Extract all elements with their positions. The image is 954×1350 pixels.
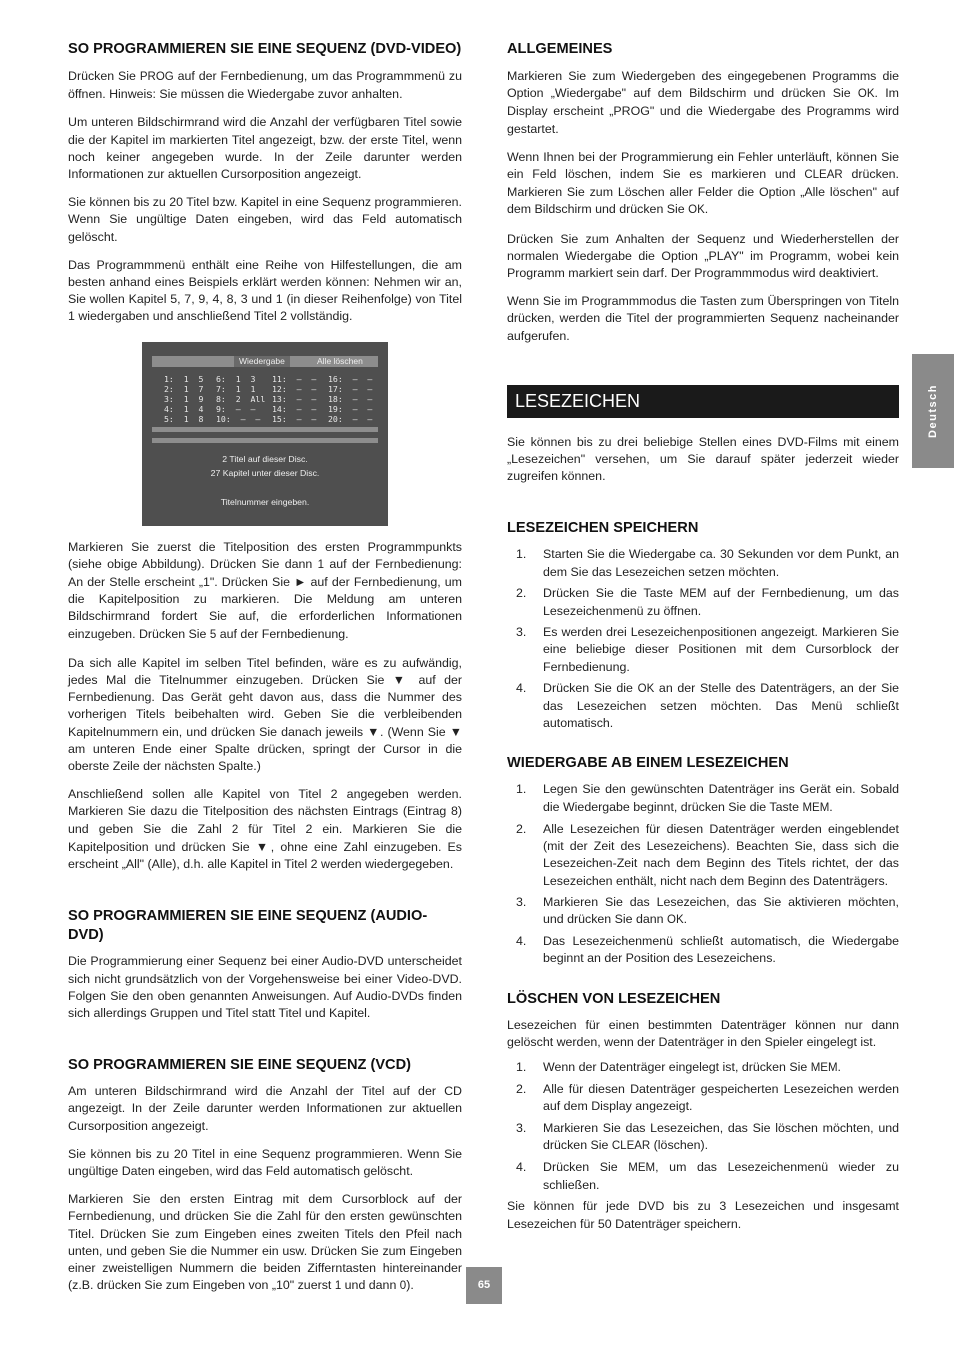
paragraph: Anschließend sollen alle Kapitel von Titel 2 angegeben werden. Markieren Sie dazu die Titelposition des nächsten Eintrags (Eintrag 8) und geben Sie die Zahl 2 für Titel 2 ein. Markieren Sie die Kapitelposition und drücken Sie ▼, ohne eine Zahl einzugeben. Es erscheint „All" (Alle), d.h. alle Kapitel in Titel 2 werden wiedergegeben. [68,787,462,872]
list-save-bookmarks [507,546,899,732]
grid-entry: 20: – – [328,414,373,425]
grid-column-2 [216,374,272,425]
paragraph: Um unteren Bildschirmrand wird die Anzahl der verfügbaren Titel sowie die der Kapitel im markierten Titel angezeigt, bzw. der erste Titel, wenn noch keiner angegeben wurde. In der Zeile darunter werden Informationen zur aktuellen Cursorposition angezeigt. [68,115,462,182]
list-item: 4. Das Lesezeichenmenü schließt automatisch, die Wiedergabe beginnt an der Position des Lesezeichens. [516,934,899,966]
program-menu-screenshot [142,342,388,526]
language-side-tab [912,354,954,468]
screen-prompt: Titelnummer eingeben. [220,496,310,507]
grid-entry: 6: 1 3 [216,373,256,384]
list-delete-bookmarks [507,1059,899,1194]
paragraph: Die Programmierung einer Sequenz bei einer Audio-DVD unterscheidet sich nicht grundsätzlich von der Vorgehensweise bei einer Video-DVD. Folgen Sie den oben genannten Anweisungen. Auf Audio-DVDs finden sich allerdings Gruppen und Titel statt Titel und Kapitel. [68,954,462,1020]
list-item: 4. Drücken Sie die OK an der Stelle des Datenträgers, an der Sie das Lesezeichen setzen möchten. Das Menü schließt automatisch. [516,680,899,731]
screen-chapter-count: 27 Kapitel unter dieser Disc. [210,467,320,478]
paragraph: Das Programmmenü enthält eine Reihe von Hilfestellungen, die am besten anhand eines Beispiels erklärt werden können: Nehmen wir an, Sie wollen Kapitel 5, 7, 9, 4, 8, 3 und 1 (in dieser Reihenfolge) von Titel 1 wiedergaben und anschließend Titel 2 vollständig. [68,257,462,324]
language-label: Deutsch [927,384,939,438]
grid-entry: 3: 1 9 [164,394,204,405]
paragraph: Markieren Sie zum Wiedergeben des eingegebenen Programms die Option „Wiedergabe" auf dem Bildschirm und drücken Sie OK. Im Display erscheint „PROG" und die Wiedergabe des Programms wird gestartet. [507,69,899,136]
grid-entry: 10: – – [216,414,261,425]
grid-entry: 17: – – [328,383,373,394]
heading-dvd-video: SO PROGRAMMIEREN SIE EINE SEQUENZ (DVD-VIDEO) [68,41,462,57]
grid-column-4 [328,374,384,425]
list-item: 1. Starten Sie die Wiedergabe ca. 30 Sekunden vor dem Punkt, an dem Sie das Lesezeichen setzen möchten. [516,547,899,579]
grid-column-1 [164,374,220,425]
section-banner-bookmarks: LESEZEICHEN [507,385,899,418]
list-item: 2. Alle Lesezeichen für diesen Datenträger werden eingeblendet (mit der Zeit des Lesezeichens). Beachten Sie, dass sich die Lesezeichen-Zeit nach dem Beginn des Titels richtet, der das Lesezeichen enthält, nicht nach dem Beginn des Datenträgers. [516,821,899,888]
screen-divider [152,427,378,432]
paragraph: Sie können bis zu 20 Titel in eine Sequenz programmieren. Wenn Sie ungültige Daten eingeben, wird das Feld automatisch gelöscht. [68,1146,462,1178]
paragraph: Sie können bis zu drei beliebige Stellen eines DVD-Films mit einem „Lesezeichen" versehen, um Sie darauf später jederzeit wieder zugreifen können. [507,434,899,484]
grid-entry: 9: – – [216,404,256,415]
screen-tab-clear-all: Alle löschen [317,355,363,366]
grid-entry: 11: – – [272,373,317,384]
key-prog: PROG [139,71,174,83]
grid-entry: 1: 1 5 [164,373,204,384]
paragraph: Markieren Sie den ersten Eintrag mit dem Cursorblock auf der Fernbedienung, und drücken Sie die Zahl für den ersten gewünschten Titel. Drücken Sie zum Eingeben eines zweiten Titels den Pfeil nach unten, und geben Sie die Nummer ein usw. Drücken Sie zum Eingeben einer zweistelligen Nummern die beiden Zifferntasten hintereinander (z.B. drücken Sie zum Eingeben von „10" zuerst 1 und dann 0). [68,1192,462,1293]
screen-title-count: 2 Titel auf dieser Disc. [222,453,308,464]
paragraph: Drücken Sie PROG auf der Fernbedienung, um das Programmmenü zu öffnen. Hinweis: Sie müssen die Wiedergabe zuvor anhalten. [68,69,463,102]
grid-entry: 4: 1 4 [164,404,204,415]
paragraph: Markieren Sie zuerst die Titelposition des ersten Programmpunkts (siehe obige Abbildung). Drücken Sie dann 1 auf der Fernbedienung: An der Stelle erscheint „1". Drücken Sie ► auf der Fernbedienung, um die Kapitelposition zu markieren. Die Meldung am unteren Bildschirmrand fordert Sie auf, die erforderlichen Informationen einzugeben. Drücken Sie 5 auf der Fernbedienung. [68,539,462,641]
list-item: 3. Es werden drei Lesezeichenpositionen angezeigt. Markieren Sie eine beliebige dieser Positionen mit dem Cursorblock der Fernbedienung. [516,625,899,674]
page-number: 65 [466,1267,502,1304]
grid-entry: 18: – – [328,394,373,405]
heading-general: ALLGEMEINES [507,41,613,57]
list-item: 1. Legen Sie den gewünschten Datenträger ins Gerät ein. Sobald die Wiedergabe beginnt, drücken Sie die Taste MEM. [516,782,899,814]
heading-audio-dvd: SO PROGRAMMIEREN SIE EINE SEQUENZ (AUDIO-DVD) [68,908,428,944]
list-item: 3. Markieren Sie das Lesezeichen, das Sie aktivieren möchten, und drücken Sie dann OK. [516,894,899,926]
grid-entry: 13: – – [272,394,317,405]
list-item: 1. Wenn der Datenträger eingelegt ist, drücken Sie MEM. [516,1059,841,1074]
paragraph: Wenn Ihnen bei der Programmierung ein Fehler unterläuft, können Sie ein Feld löschen, indem Sie es markieren und CLEAR drücken. Markieren Sie zum Löschen aller Felder die Option „Alle löschen" auf dem Bildschirm und drücken Sie OK. [507,149,899,217]
grid-column-3 [272,374,328,425]
screen-tab-play: Wiedergabe [234,356,290,367]
paragraph: Lesezeichen für einen bestimmten Datenträger können nur dann gelöscht werden, wenn der Datenträger in den Spieler eingelegt ist. [507,1017,899,1049]
screen-divider [152,438,378,443]
heading-save-bookmarks: LESEZEICHEN SPEICHERN [507,520,699,537]
list-item: 2. Alle für diesen Datenträger gespeicherten Lesezeichen werden auf dem Display angezeigt. [516,1082,899,1114]
grid-entry: 2: 1 7 [164,383,204,394]
heading-play-from-bookmark: WIEDERGABE AB EINEM LESEZEICHEN [507,755,789,772]
list-item: 3. Markieren Sie das Lesezeichen, das Sie löschen möchten, und drücken Sie CLEAR (löschen). [516,1120,899,1152]
heading-vcd: SO PROGRAMMIEREN SIE EINE SEQUENZ (VCD) [68,1057,411,1074]
list-play-bookmark [507,781,899,967]
grid-entry: 7: 1 1 [216,383,256,394]
paragraph: Drücken Sie zum Anhalten der Sequenz und Wiederherstellen der normalen Wiedergabe die Option „PLAY" im Programm, wobei kein Programm markiert sein darf. Der Programmmodus wird deaktiviert. [507,231,899,281]
grid-entry: 19: – – [328,404,373,415]
paragraph: Am unteren Bildschirmrand wird die Anzahl der Titel auf der CD angezeigt. In der Zeile darunter werden Informationen zur aktuellen Cursorposition angezeigt. [68,1084,462,1133]
list-item: 4. Drücken Sie MEM, um das Lesezeichenmenü wieder zu schließen. [516,1159,899,1193]
grid-entry: 8: 2 All [216,394,266,405]
grid-entry: 14: – – [272,404,317,415]
left-column [68,40,462,1295]
paragraph: Da sich alle Kapitel im selben Titel befinden, wäre es zu aufwändig, jedes Mal die Titelnummer einzugeben. Drücken Sie ▼ auf der Fernbedienung. Das Gerät geht davon aus, dass die Nummer des vorherigen Titels beibehalten wird. Geben Sie die verbleibenden Kapitelnummern ein, und drücken Sie danach jeweils ▼. (Wenn Sie ▼ am unteren Ende einer Spalte drücken, springt der Cursor in die oberste Zeile der nächsten Spalte.) [68,655,462,774]
heading-delete-bookmarks: LÖSCHEN VON LESEZEICHEN [507,990,721,1007]
grid-entry: 15: – – [272,414,317,425]
paragraph: Wenn Sie im Programmmodus die Tasten zum Überspringen von Titeln drücken, werden die Titel der programmierten Sequenz nacheinander aufgerufen. [507,294,899,343]
grid-entry: 16: – – [328,373,373,384]
grid-entry: 12: – – [272,383,317,394]
list-item: 2. Drücken Sie die Taste MEM auf der Fernbedienung, um das Lesezeichenmenü zu öffnen. [516,585,899,619]
grid-entry: 5: 1 8 [164,414,204,425]
screen-top-bar [152,356,378,367]
paragraph: Sie können bis zu 20 Titel bzw. Kapitel in eine Sequenz programmieren. Wenn Sie ungültige Daten eingeben, wird das Feld automatisch gelöscht. [68,195,462,244]
right-column [507,40,899,1233]
paragraph: Sie können für jede DVD bis zu 3 Lesezeichen und insgesamt Lesezeichen für 50 Datenträger speichern. [507,1199,899,1231]
